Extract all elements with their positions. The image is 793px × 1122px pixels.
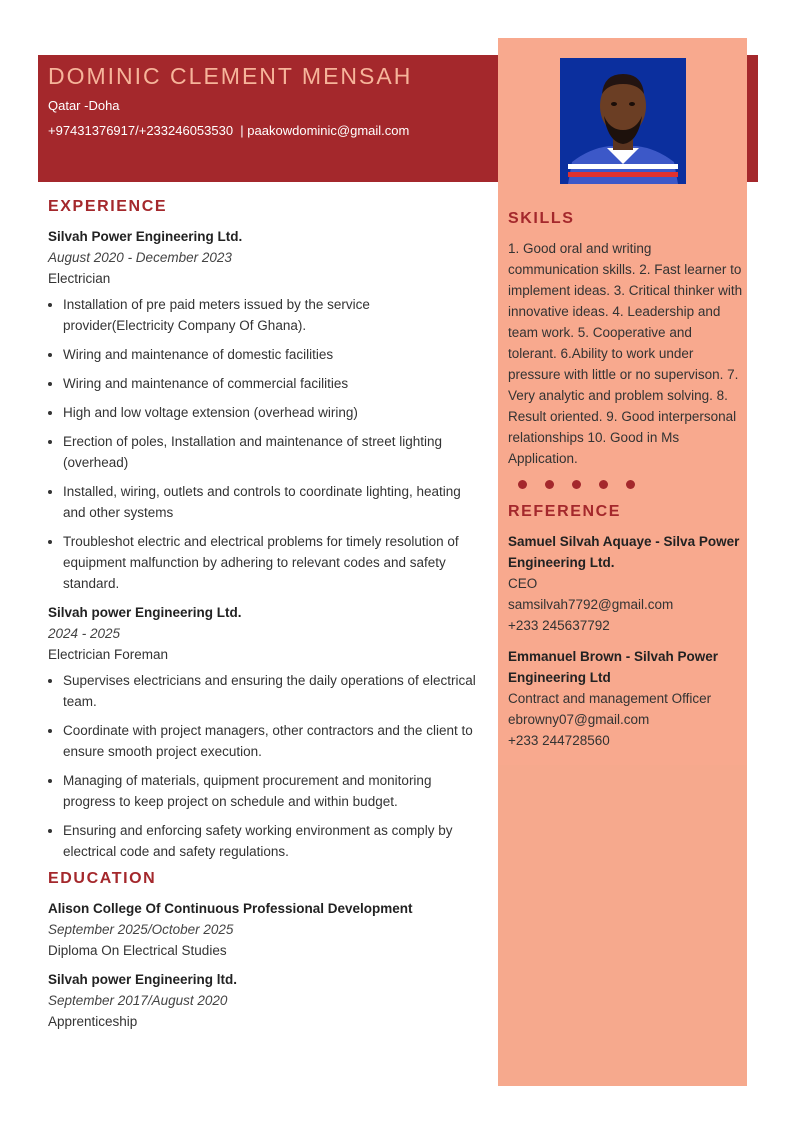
job-duty: • High and low voltage extension (overhead wiring): [63, 402, 484, 423]
education-degree: Diploma On Electrical Studies: [48, 943, 227, 958]
job-company: Silvah Power Engineering Ltd.: [48, 229, 243, 244]
job-duty: • Troubleshot electric and electrical problems for timely resolution of equipment malfunction by adhering to relevant codes and safety standard.: [63, 531, 484, 594]
divider-dot: [626, 480, 635, 489]
job-duty: • Wiring and maintenance of domestic facilities: [63, 344, 484, 365]
divider-dot: [599, 480, 608, 489]
education-school: Alison College Of Continuous Professional Development: [48, 901, 413, 916]
profile-photo: [560, 58, 686, 184]
job-duties-list: [48, 670, 484, 862]
divider-dot: [572, 480, 581, 489]
education-dates: September 2017/August 2020: [48, 993, 228, 1008]
job-duty: • Ensuring and enforcing safety working environment as comply by electrical code and safety regulations.: [63, 820, 484, 862]
divider-dot: [545, 480, 554, 489]
reference-phone: +233 245637792: [508, 618, 610, 633]
job-entry: [48, 602, 484, 862]
job-company: Silvah power Engineering Ltd.: [48, 605, 242, 620]
reference-position: Contract and management Officer: [508, 691, 712, 706]
education-degree: Apprenticeship: [48, 1014, 138, 1029]
education-school: Silvah power Engineering ltd.: [48, 972, 238, 987]
reference-name: Emmanuel Brown - Silvah Power Engineering Ltd: [508, 649, 719, 685]
reference-email: ebrowny07@gmail.com: [508, 712, 650, 727]
experience-heading: EXPERIENCE: [48, 198, 168, 215]
job-dates: August 2020 - December 2023: [48, 250, 232, 265]
skills-text: 1. Good oral and writing communication skills. 2. Fast learner to implement ideas. 3. Critical thinker with innovative ideas. 4. Leadership and team work. 5. Cooperative and tolerant. 6.Ability to work under pressure with little or no supervison. 7. Very analytic and problem solving. 8. Result oriented. 9. Good interpersonal relationships 10. Good in Ms Application.: [508, 241, 743, 466]
job-duty: • Managing of materials, quipment procurement and monitoring progress to keep project on schedule and within budget.: [63, 770, 484, 812]
reference-email: samsilvah7792@gmail.com: [508, 597, 674, 612]
candidate-name: DOMINIC CLEMENT MENSAH: [48, 63, 413, 89]
education-dates: September 2025/October 2025: [48, 922, 234, 937]
right-column: [508, 210, 744, 761]
job-role: Electrician: [48, 271, 111, 286]
job-role: Electrician Foreman: [48, 647, 169, 662]
reference-entry: [508, 531, 744, 636]
sidebar-lower-panel: [498, 765, 747, 1086]
reference-name: Samuel Silvah Aquaye - Silva Power Engineering Ltd.: [508, 534, 740, 570]
candidate-contact: +97431376917/+233246053530 | paakowdominic@gmail.com: [48, 123, 410, 138]
skills-heading: SKILLS: [508, 210, 575, 227]
job-duty: • Erection of poles, Installation and maintenance of street lighting (overhead): [63, 431, 484, 473]
reference-position: CEO: [508, 576, 538, 591]
job-duty: • Wiring and maintenance of commercial facilities: [63, 373, 484, 394]
candidate-location: Qatar -Doha: [48, 98, 120, 113]
job-duties-list: [48, 294, 484, 594]
job-dates: 2024 - 2025: [48, 626, 121, 641]
education-heading: EDUCATION: [48, 870, 157, 887]
reference-heading: REFERENCE: [508, 503, 622, 520]
reference-phone: +233 244728560: [508, 733, 610, 748]
reference-entry: [508, 646, 744, 751]
job-entry: [48, 226, 484, 594]
job-duty: • Installed, wiring, outlets and controls to coordinate lighting, heating and other systems: [63, 481, 484, 523]
job-duty: • Supervises electricians and ensuring the daily operations of electrical team.: [63, 670, 484, 712]
education-entry: [48, 898, 484, 961]
job-duty: • Coordinate with project managers, other contractors and the client to ensure smooth project execution.: [63, 720, 484, 762]
education-entry: [48, 969, 484, 1032]
job-duty: • Installation of pre paid meters issued by the service provider(Electricity Company Of Ghana).: [63, 294, 484, 336]
divider-dot: [518, 480, 527, 489]
left-column: [48, 198, 484, 1032]
section-divider-dots: [518, 480, 744, 489]
